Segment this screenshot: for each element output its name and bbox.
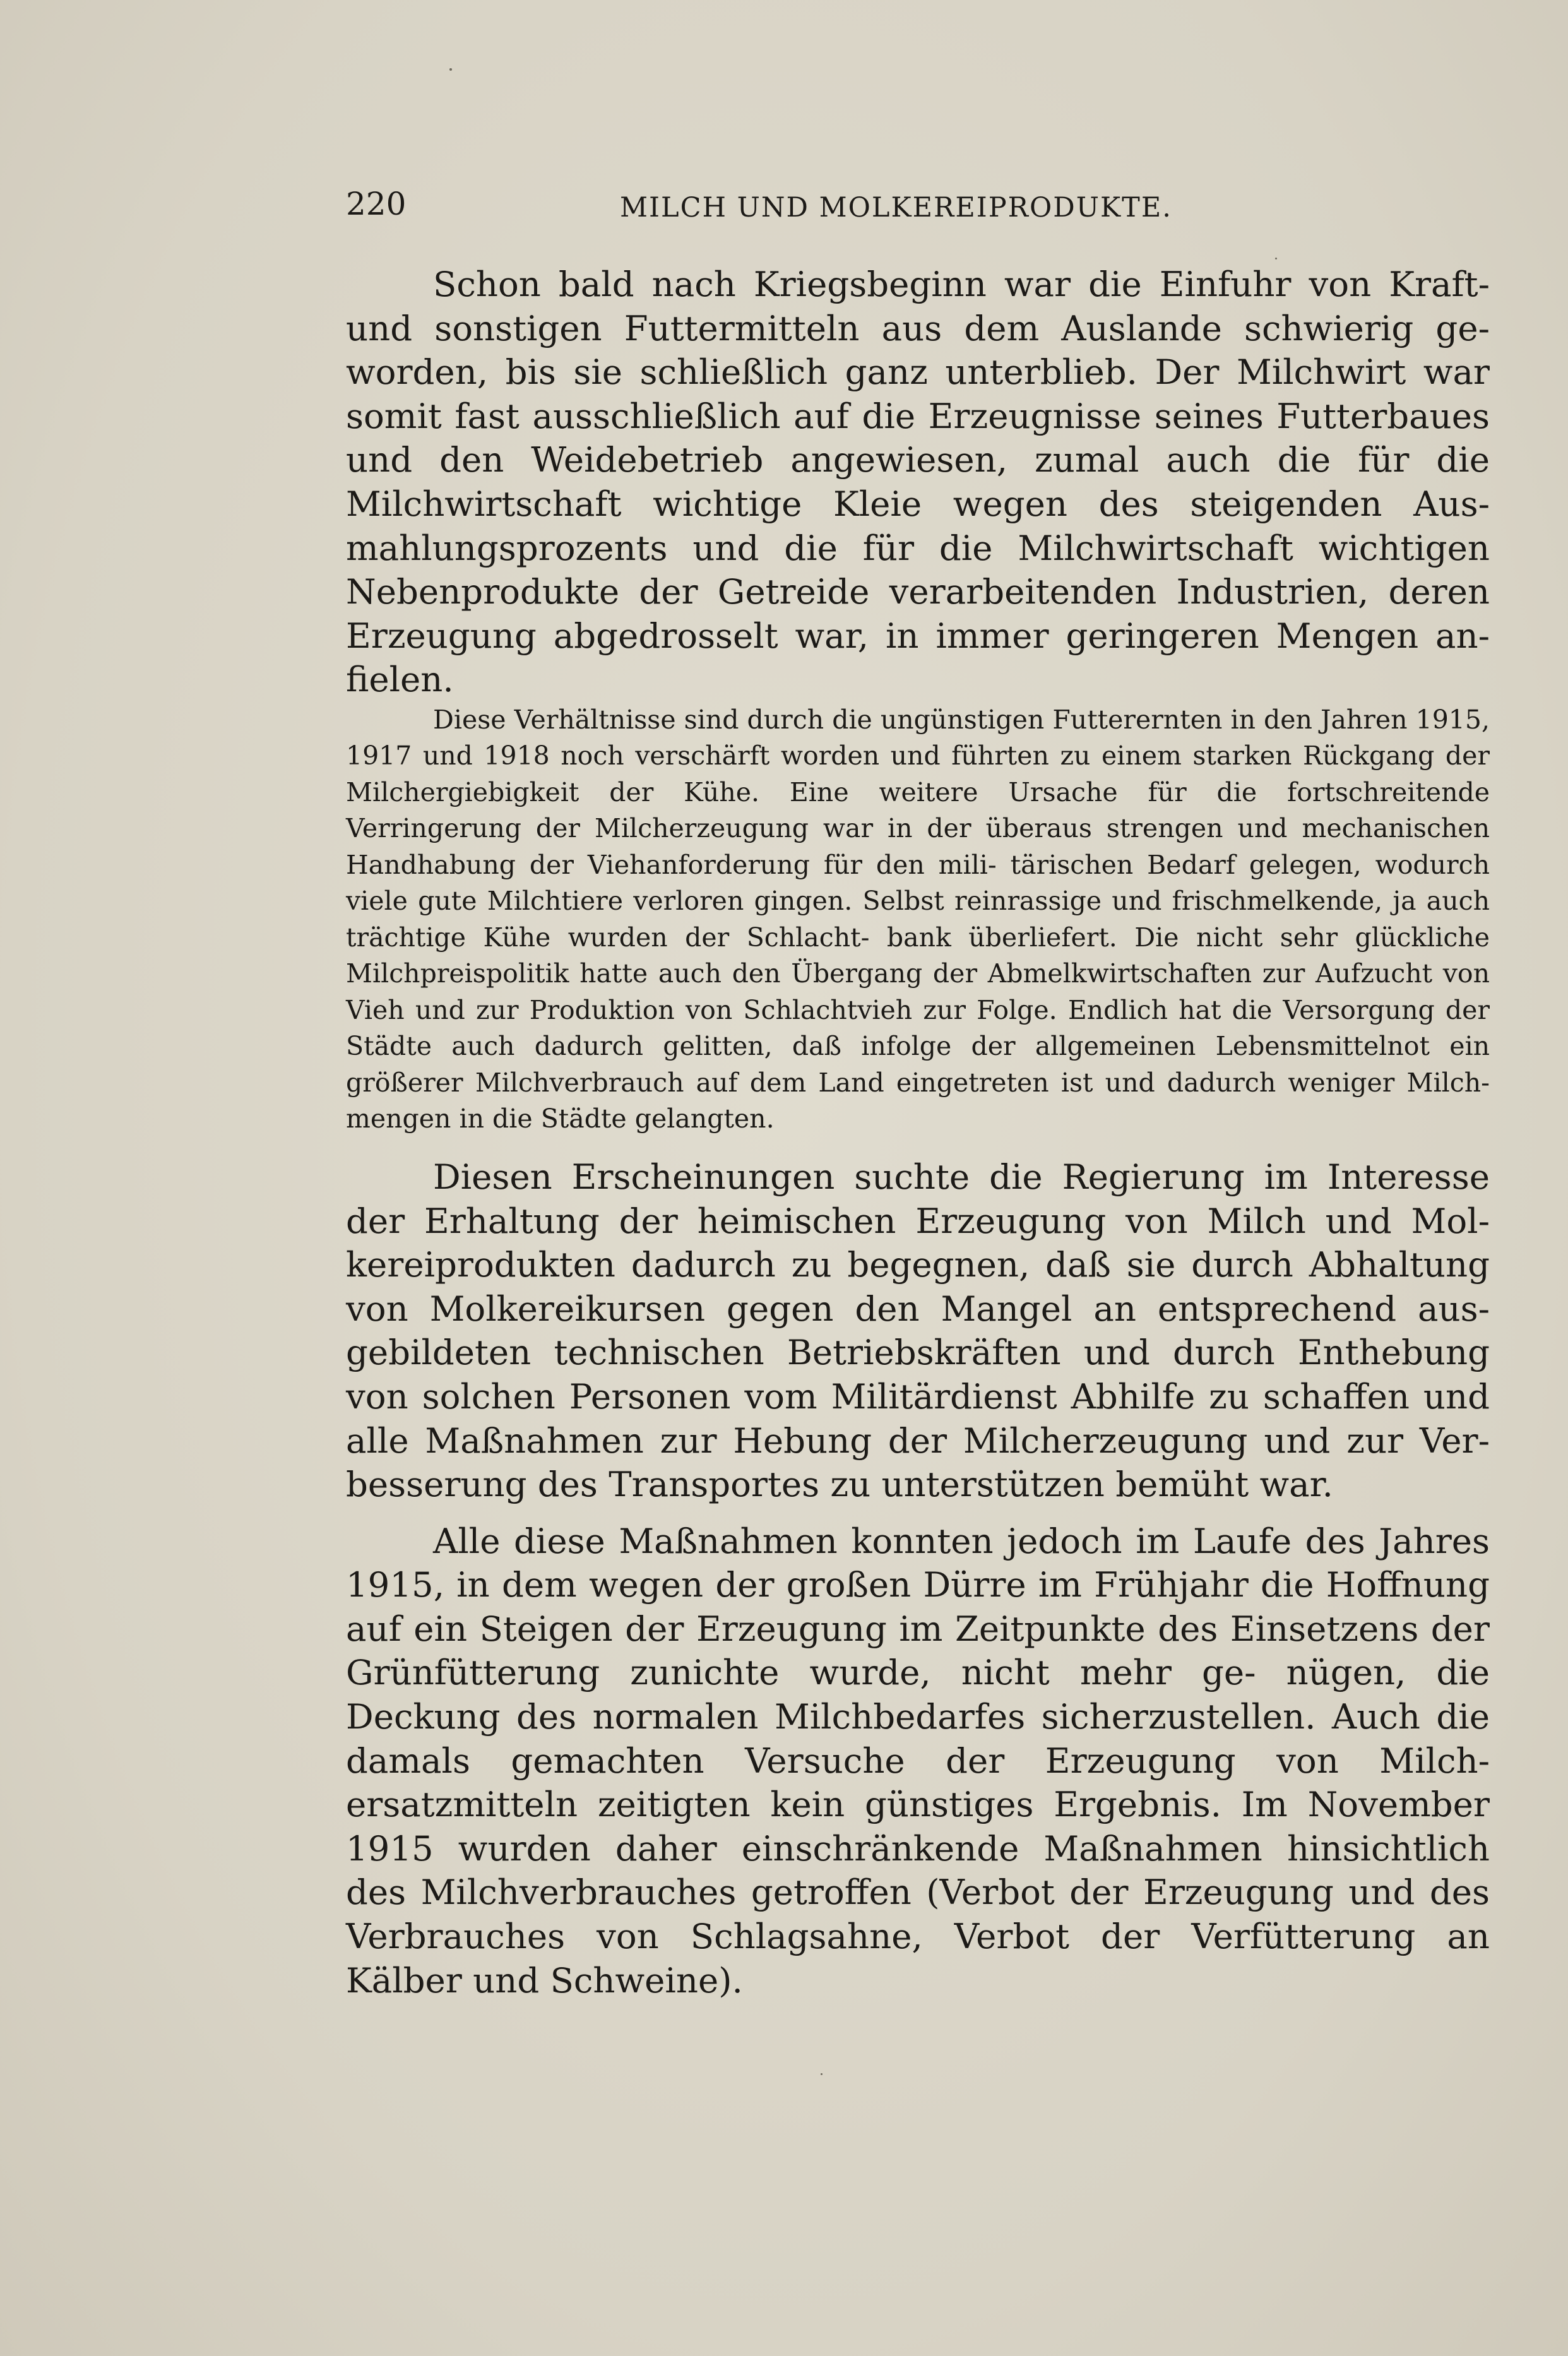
page-header [346,182,1502,226]
paragraph-massnahmen: Alle diese Maßnahmen konnten jedoch im Laufe des Jahres 1915, in dem wegen der großen Dürre im Frühjahr die Hoffnung auf ein Steigen der Erzeugung im Zeitpunkte des Einsetzens der Grünfütterung zunichte wurde, nicht mehr ge- nügen, die Deckung des normalen Milchbedarfes sicherzustellen. Auch die damals gemachten Versuche der Erzeugung von Milch- ersatzmitteln zeitigten kein günstiges Ergebnis. Im November 1915 wurden daher einschränkende Maßnahmen hinsichtlich des Milchverbrauches getroffen (Verbot der Erzeugung und des Verbrauches von Schlagsahne, Verbot der Verfütterung an Kälber und Schweine). [346,1520,1490,2001]
paper-speck [449,68,452,71]
paragraph-verhaeltnisse-smallprint: Diese Verhältnisse sind durch die ungünstigen Futterernten in den Jahren 1915, 1917 und 1918 noch verschärft worden und führten zu einem starken Rückgang der Milchergiebigkeit der Kühe. Eine weitere Ursache für die fortschreitende Verringerung der Milcherzeugung war in der überaus strengen und mechanischen Handhabung der Viehanforderung für den mili- tärischen Bedarf gelegen, wodurch viele gute Milchtiere verloren gingen. Selbst reinrassige und frischmelkende, ja auch trächtige Kühe wurden der Schlacht- bank überliefert. Die nicht sehr glückliche Milchpreispolitik hatte auch den Übergang der Abmelkwirtschaften zur Aufzucht von Vieh und zur Produktion von Schlachtvieh zur Folge. Endlich hat die Versorgung der Städte auch dadurch gelitten, daß infolge der allgemeinen Lebensmittelnot ein größerer Milchverbrauch auf dem Land eingetreten ist und dadurch weniger Milch- mengen in die Städte gelangten. [346,704,1490,1134]
paragraph-regierung: Diesen Erscheinungen suchte die Regierung im Interesse der Erhaltung der heimischen Erzeugung von Milch und Mol- kereiprodukten dadurch zu begegnen, daß sie durch Abhaltung von Molkereikursen gegen den Mangel an entsprechend aus- gebildeten technischen Betriebskräften und durch Enthebung von solchen Personen vom Militärdienst Abhilfe zu schaffen und alle Maßnahmen zur Hebung der Milcherzeugung und zur Ver- besserung des Transportes zu unterstützen bemüht war. [346,1156,1490,1505]
page-number: 220 [346,186,407,222]
paragraph-kriegsbeginn: Schon bald nach Kriegsbeginn war die Einfuhr von Kraft- und sonstigen Futtermitteln aus dem Auslande schwierig ge- worden, bis sie schließlich ganz unterblieb. Der Milchwirt war somit fast ausschließlich auf die Erzeugnisse seines Futterbaues und den Weidebetrieb angewiesen, zumal auch die für die Milchwirtschaft wichtige Kleie wegen des steigenden Aus- mahlungsprozents und die für die Milchwirtschaft wichtigen Nebenprodukte der Getreide verarbeitenden Industrien, deren Erzeugung abgedrosselt war, in immer geringeren Mengen an- fielen. [346,264,1490,700]
body-text [346,263,1490,2002]
running-title: MILCH UND MOLKEREIPRODUKTE. [620,192,1172,223]
paper-speck [1275,258,1277,259]
paper-speck [821,2073,823,2075]
